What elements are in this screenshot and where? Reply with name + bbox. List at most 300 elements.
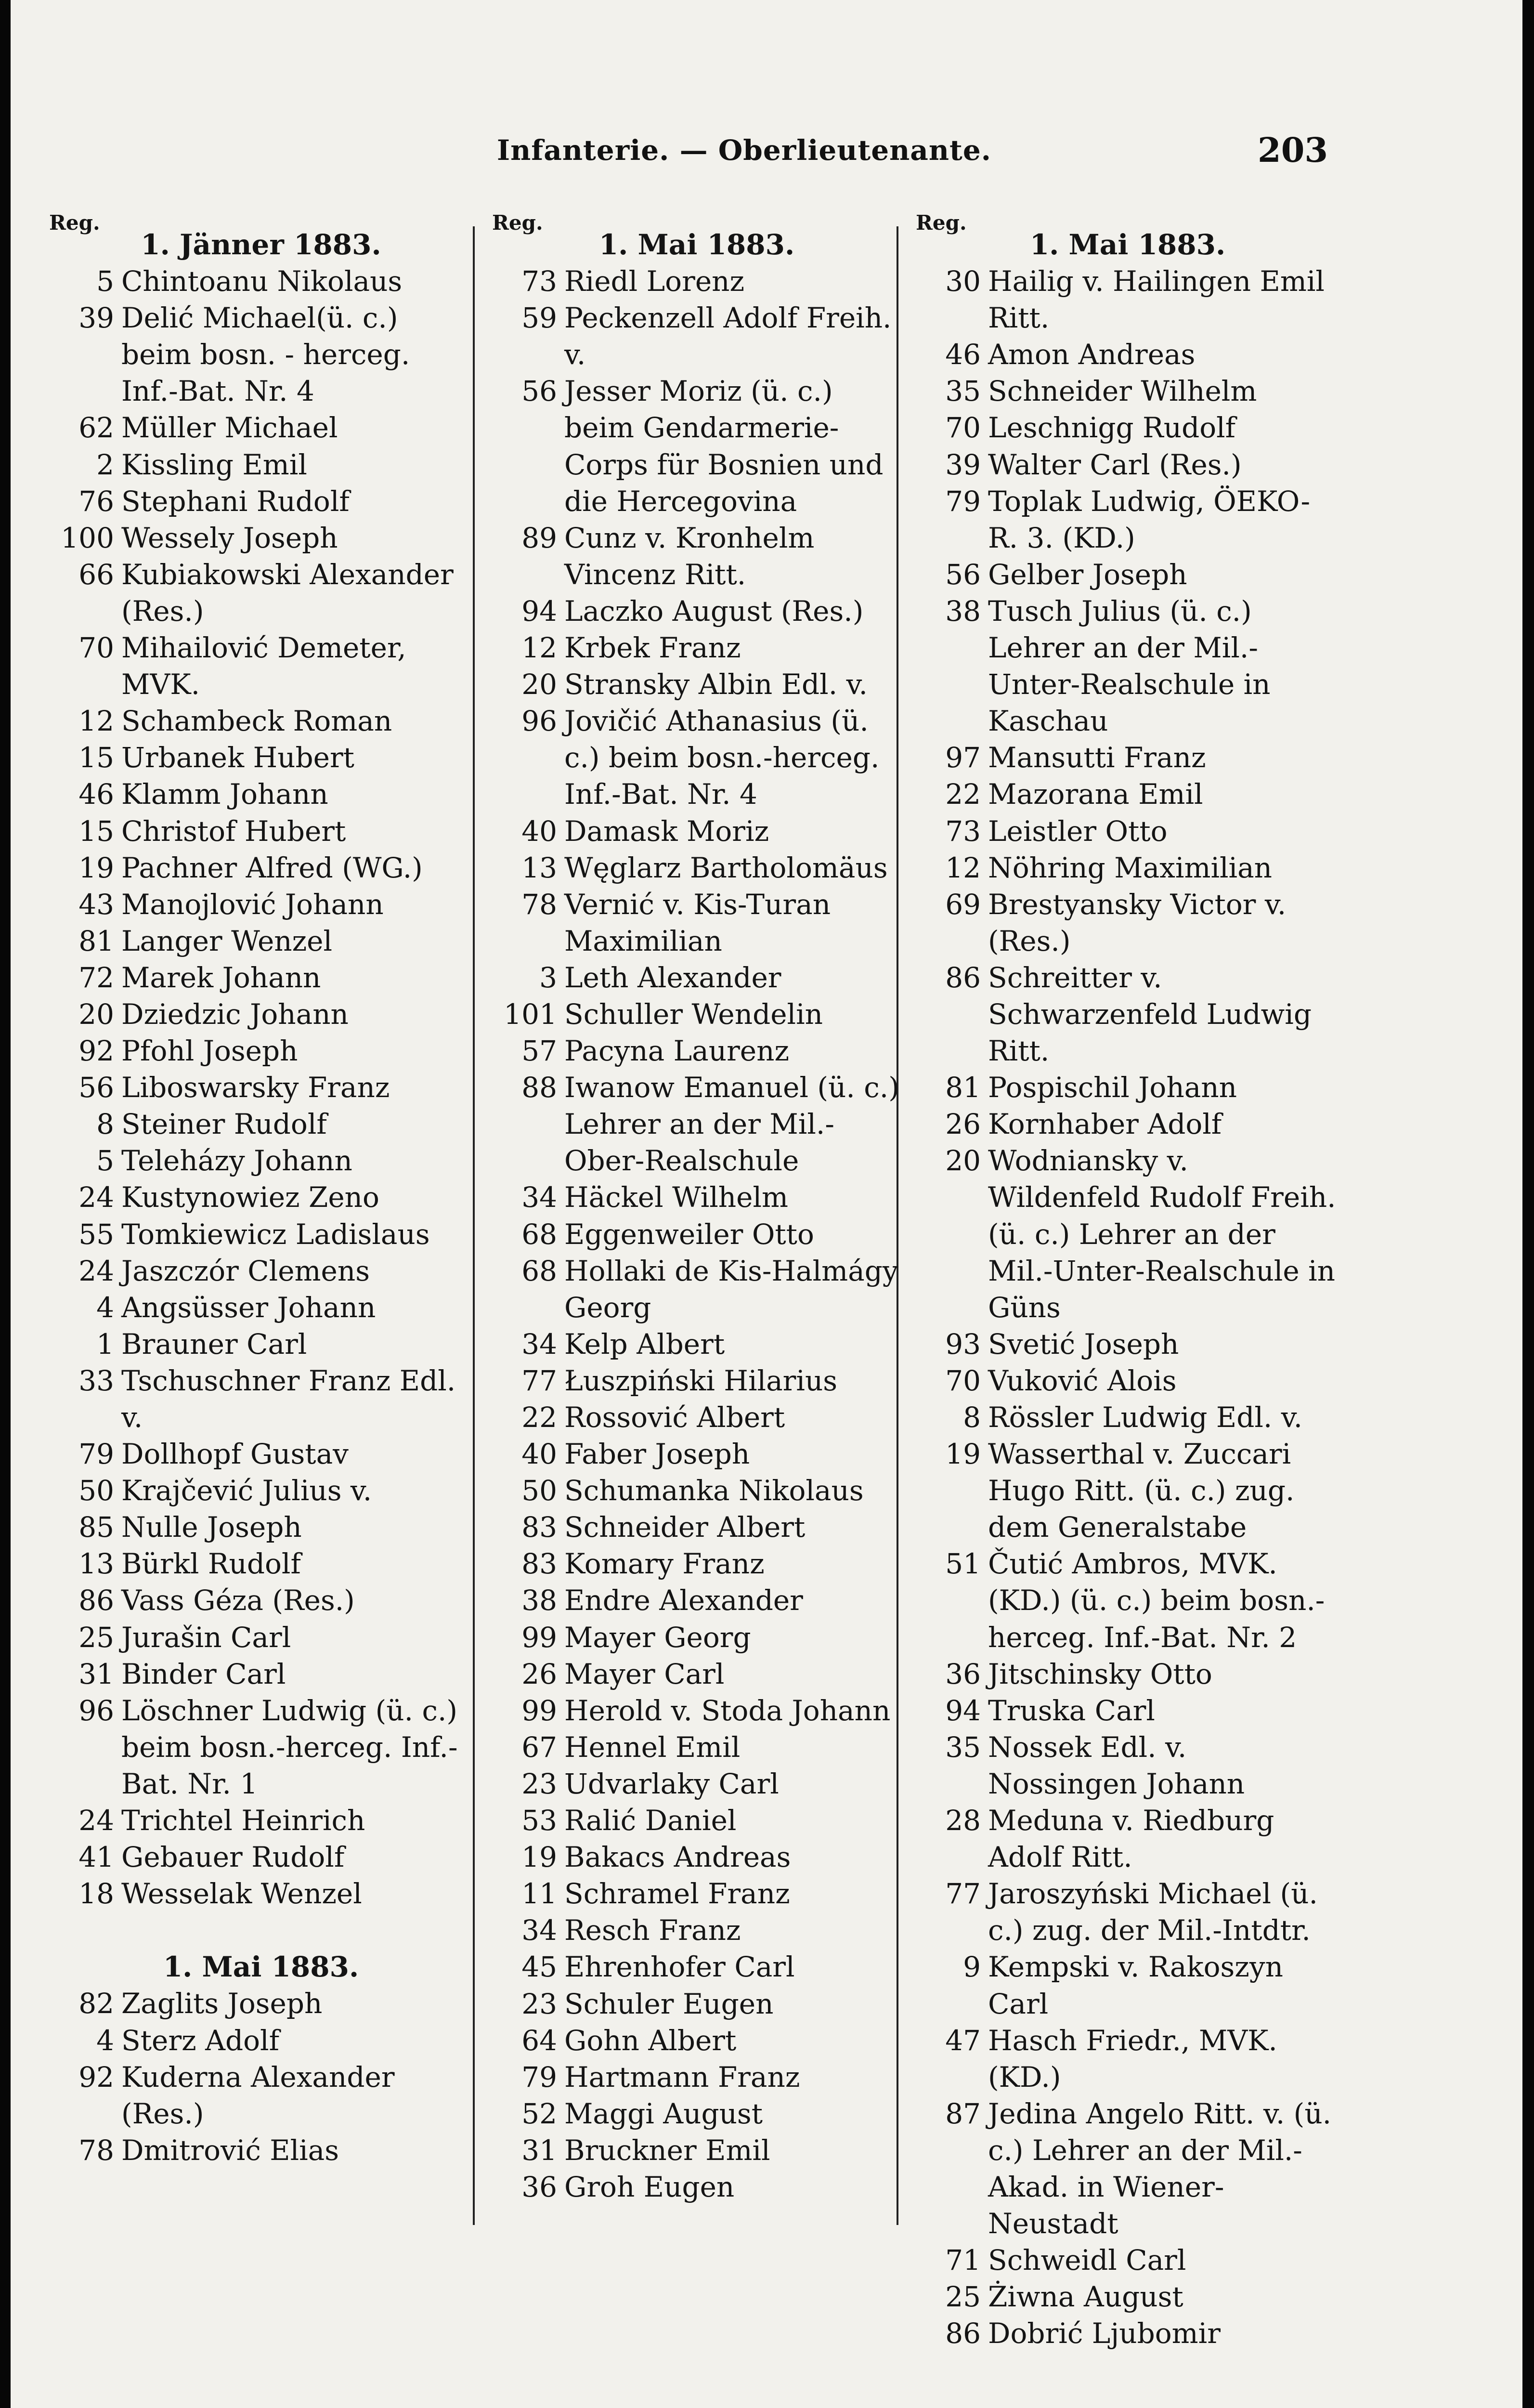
regiment-number: 101: [504, 997, 557, 1031]
officer-name: Nossek Edl. v. Nossingen Johann: [988, 1730, 1245, 1800]
officer-name: Gelber Joseph: [988, 558, 1187, 591]
list-item: [49, 886, 473, 923]
list-item: [492, 1802, 901, 1839]
officer-name: Hartmann Franz: [564, 2060, 800, 2094]
officer-name: Bruckner Emil: [564, 2133, 770, 2167]
list-item: [492, 629, 901, 666]
officer-name: Christof Hubert: [121, 814, 346, 848]
section-heading: 1. Mai 1883.: [598, 228, 795, 261]
list-item: [492, 520, 901, 593]
officer-name: Schreitter v. Schwarzenfeld Ludwig Ritt.: [988, 961, 1312, 1068]
regiment-number: 99: [521, 1694, 557, 1727]
officer-name: Truska Carl: [988, 1694, 1155, 1727]
regiment-number: 47: [945, 2024, 981, 2057]
officer-name: Żiwna August: [988, 2280, 1183, 2314]
regiment-number: 34: [521, 1914, 557, 1947]
regiment-number: 12: [521, 631, 557, 665]
regiment-number: 68: [521, 1254, 557, 1287]
officer-name: Eggenweiler Otto: [564, 1217, 814, 1251]
regiment-number: 83: [521, 1547, 557, 1581]
list-item: [916, 556, 1339, 593]
page-number: 203: [1258, 130, 1328, 170]
list-item: [49, 483, 473, 520]
section-heading: 1. Jänner 1883.: [141, 228, 381, 261]
reg-column-label: Reg.: [492, 211, 543, 235]
regiment-number: 5: [96, 1144, 114, 1178]
officer-name: Herold v. Stoda Johann: [564, 1694, 891, 1727]
regiment-number: 93: [945, 1327, 981, 1361]
regiment-number: 73: [945, 814, 981, 848]
regiment-number: 79: [78, 1438, 114, 1471]
section-heading: 1. Mai 1883.: [1029, 228, 1226, 261]
list-item: [916, 483, 1339, 556]
officer-name: Jovičić Athanasius (ü. c.) beim bosn.-herceg. Inf.-Bat. Nr. 4: [564, 705, 880, 811]
list-item: [49, 959, 473, 996]
officer-name: Maggi August: [564, 2097, 763, 2130]
regiment-number: 11: [521, 1877, 557, 1911]
list-item: [49, 1545, 473, 1582]
list-item: [49, 1472, 473, 1509]
officer-name: Komary Franz: [564, 1547, 765, 1581]
officer-name: Brauner Carl: [121, 1327, 307, 1361]
list-item: [49, 1179, 473, 1216]
regiment-number: 69: [945, 888, 981, 921]
regiment-number: 46: [945, 338, 981, 371]
officer-name: Iwanow Emanuel (ü. c.) Lehrer an der Mil.-Ober-Realschule: [564, 1071, 899, 1178]
list-item: [916, 1069, 1339, 1106]
officer-name: Damask Moriz: [564, 814, 769, 848]
list-item: [49, 1033, 473, 1069]
regiment-number: 45: [521, 1950, 557, 1984]
officer-name: Wessely Joseph: [121, 521, 338, 554]
list-item: [492, 593, 901, 629]
list-item: [916, 1802, 1339, 1875]
officer-name: Zaglits Joseph: [121, 1987, 323, 2020]
list-item: [916, 1362, 1339, 1399]
officer-name: Teleházy Johann: [121, 1144, 352, 1178]
officer-name: Toplak Ludwig, ÖEKO-R. 3. (KD.): [988, 484, 1311, 554]
list-item: [492, 1949, 901, 1985]
regiment-number: 20: [945, 1144, 981, 1178]
list-item: [916, 813, 1339, 850]
officer-name: Faber Joseph: [564, 1438, 750, 1471]
officer-name: Čutić Ambros, MVK. (KD.) (ü. c.) beim bosn.-herceg. Inf.-Bat. Nr. 2: [988, 1547, 1325, 1654]
regiment-number: 50: [78, 1474, 114, 1507]
column-2: [492, 211, 901, 2273]
regiment-number: 100: [61, 521, 114, 554]
officer-name: Ehrenhofer Carl: [564, 1950, 795, 1984]
officer-name: Tschuschner Franz Edl. v.: [121, 1364, 456, 1434]
regiment-number: 83: [521, 1511, 557, 1544]
list-item: [916, 2278, 1339, 2315]
officer-name: Dobrić Ljubomir: [988, 2317, 1221, 2350]
list-item: [916, 373, 1339, 409]
officer-name: Leschnigg Rudolf: [988, 411, 1236, 445]
regiment-number: 96: [521, 705, 557, 738]
list-item: [916, 1142, 1339, 1325]
officer-name: Nulle Joseph: [121, 1511, 302, 1544]
regiment-number: 12: [78, 705, 114, 738]
regiment-number: 35: [945, 1730, 981, 1764]
officer-name: Wasserthal v. Zuccari Hugo Ritt. (ü. c.) zug. dem Generalstabe: [988, 1438, 1295, 1544]
officer-name: Krajčević Julius v.: [121, 1474, 372, 1507]
officer-name: Hennel Emil: [564, 1730, 741, 1764]
list-item: [49, 1582, 473, 1619]
regiment-number: 78: [78, 2133, 114, 2167]
list-item: [916, 2095, 1339, 2242]
list-item: [916, 1399, 1339, 1436]
officer-name: Dmitrović Elias: [121, 2133, 339, 2167]
officer-name: Bakacs Andreas: [564, 1841, 791, 1874]
list-item: [49, 263, 473, 300]
officer-name: Krbek Franz: [564, 631, 741, 665]
list-item: [49, 1692, 473, 1802]
regiment-number: 96: [78, 1694, 114, 1727]
list-item: [492, 263, 901, 300]
list-item: [916, 1692, 1339, 1729]
regiment-number: 70: [78, 631, 114, 665]
regiment-number: 26: [945, 1108, 981, 1141]
reg-column-label: Reg.: [916, 211, 967, 235]
officer-name: Schramel Franz: [564, 1877, 790, 1911]
list-item: [492, 1766, 901, 1802]
list-item: [916, 1326, 1339, 1362]
officer-name: Wesselak Wenzel: [121, 1877, 362, 1911]
list-item: [492, 996, 901, 1033]
officer-name: Węglarz Bartholomäus: [564, 851, 888, 884]
list-item: [492, 1582, 901, 1619]
regiment-number: 24: [78, 1804, 114, 1837]
regiment-number: 57: [521, 1034, 557, 1068]
list-item: [49, 629, 473, 703]
officer-name: Delić Michael(ü. c.) beim bosn. - herceg. Inf.-Bat. Nr. 4: [121, 301, 410, 408]
list-item: [492, 1656, 901, 1692]
list-item: [492, 1912, 901, 1949]
list-item: [492, 850, 901, 886]
regiment-number: 20: [521, 668, 557, 701]
regiment-number: 97: [945, 741, 981, 774]
officer-name: Schneider Wilhelm: [988, 375, 1257, 408]
list-item: [492, 1179, 901, 1216]
regiment-number: 78: [521, 888, 557, 921]
officer-name: Mazorana Emil: [988, 778, 1203, 811]
column-1: [49, 211, 473, 2273]
list-item: [49, 1436, 473, 1472]
regiment-number: 39: [78, 301, 114, 335]
regiment-number: 24: [78, 1181, 114, 1214]
officer-name: Endre Alexander: [564, 1584, 803, 1617]
list-item: [49, 776, 473, 812]
list-item: [49, 996, 473, 1033]
officer-name: Schneider Albert: [564, 1511, 806, 1544]
regiment-number: 19: [521, 1841, 557, 1874]
regiment-number: 87: [945, 2097, 981, 2130]
regiment-number: 56: [521, 375, 557, 408]
officer-name: Schambeck Roman: [121, 705, 392, 738]
list-item: [492, 1692, 901, 1729]
list-item: [49, 703, 473, 739]
officer-name: Dziedzic Johann: [121, 997, 349, 1031]
officer-name: Tusch Julius (ü. c.) Lehrer an der Mil.-Unter-Realschule in Kaschau: [988, 594, 1271, 738]
list-item: [49, 1362, 473, 1436]
officer-name: Pacyna Laurenz: [564, 1034, 790, 1068]
list-item: [49, 1253, 473, 1289]
regiment-number: 40: [521, 814, 557, 848]
regiment-number: 82: [78, 1987, 114, 2020]
regiment-number: 66: [78, 558, 114, 591]
officer-name: Rossović Albert: [564, 1401, 785, 1434]
column-divider: [473, 226, 475, 2225]
officer-name: Mansutti Franz: [988, 741, 1206, 774]
regiment-number: 53: [521, 1804, 557, 1837]
regiment-number: 30: [945, 265, 981, 298]
officer-name: Stransky Albin Edl. v.: [564, 668, 868, 701]
regiment-number: 86: [78, 1584, 114, 1617]
list-item: [492, 886, 901, 959]
regiment-number: 79: [945, 484, 981, 518]
regiment-number: 40: [521, 1438, 557, 1471]
list-item: [492, 1729, 901, 1766]
regiment-number: 52: [521, 2097, 557, 2130]
officer-name: Dollhopf Gustav: [121, 1438, 349, 1471]
officer-name: Liboswarsky Franz: [121, 1071, 390, 1104]
list-item: [49, 813, 473, 850]
officer-name: Schweidl Carl: [988, 2244, 1186, 2277]
list-item: [492, 2022, 901, 2059]
list-item: [49, 1985, 473, 2022]
regiment-number: 36: [945, 1657, 981, 1690]
officer-name: Vernić v. Kis-Turan Maximilian: [564, 888, 831, 957]
regiment-number: 1: [96, 1327, 114, 1361]
regiment-number: 62: [78, 411, 114, 445]
regiment-number: 4: [96, 2024, 114, 2057]
list-item: [492, 1253, 901, 1326]
officer-name: Nöhring Maximilian: [988, 851, 1273, 884]
regiment-number: 22: [945, 778, 981, 811]
list-item: [492, 1399, 901, 1436]
column-3: [916, 211, 1339, 2350]
officer-name: Kubiakowski Alexander (Res.): [121, 558, 454, 628]
officer-name: Amon Andreas: [988, 338, 1196, 371]
regiment-number: 8: [963, 1401, 981, 1434]
officer-name: Tomkiewicz Ladislaus: [121, 1217, 430, 1251]
officer-name: Manojlović Johann: [121, 888, 384, 921]
officer-name: Gohn Albert: [564, 2024, 737, 2057]
list-item: [492, 1362, 901, 1399]
regiment-number: 86: [945, 2317, 981, 2350]
officer-name: Kissling Emil: [121, 448, 307, 481]
regiment-number: 39: [945, 448, 981, 481]
officer-name: Häckel Wilhelm: [564, 1181, 789, 1214]
regiment-number: 92: [78, 2060, 114, 2094]
list-item: [492, 1472, 901, 1509]
officer-name: Walter Carl (Res.): [988, 448, 1242, 481]
officer-name: Pachner Alfred (WG.): [121, 851, 423, 884]
regiment-number: 94: [521, 594, 557, 628]
officer-name: Vuković Alois: [988, 1364, 1177, 1397]
officer-name: Laczko August (Res.): [564, 594, 864, 628]
officer-name: Angsüsser Johann: [121, 1291, 376, 1324]
regiment-number: 33: [78, 1364, 114, 1397]
regiment-number: 35: [945, 375, 981, 408]
list-item: [492, 666, 901, 703]
officer-name: Gebauer Rudolf: [121, 1841, 345, 1874]
regiment-number: 38: [945, 594, 981, 628]
list-item: [916, 2242, 1339, 2278]
regiment-number: 76: [78, 484, 114, 518]
officer-name: Peckenzell Adolf Freih. v.: [564, 301, 892, 371]
list-item: [49, 556, 473, 629]
regiment-number: 26: [521, 1657, 557, 1690]
list-item: [49, 1216, 473, 1253]
regiment-number: 34: [521, 1327, 557, 1361]
regiment-number: 23: [521, 1987, 557, 2020]
list-item: [49, 1509, 473, 1545]
regiment-number: 38: [521, 1584, 557, 1617]
list-item: [916, 336, 1339, 373]
officer-name: Hailig v. Hailingen Emil Ritt.: [988, 265, 1325, 335]
section-heading: 1. Mai 1883.: [163, 1950, 359, 1984]
list-item: [49, 2059, 473, 2132]
list-item: [492, 703, 901, 812]
officer-name: Marek Johann: [121, 961, 321, 994]
officer-name: Kelp Albert: [564, 1327, 725, 1361]
regiment-number: 4: [96, 1291, 114, 1324]
officer-name: Binder Carl: [121, 1657, 286, 1690]
officer-name: Jurašin Carl: [121, 1621, 291, 1654]
list-item: [49, 446, 473, 483]
list-item: [49, 850, 473, 886]
officer-name: Löschner Ludwig (ü. c.) beim bosn.-herceg. Inf.-Bat. Nr. 1: [121, 1694, 458, 1800]
list-item: [49, 1802, 473, 1839]
list-item: [49, 409, 473, 446]
officer-name: Schuler Eugen: [564, 1987, 774, 2020]
list-item: [49, 1289, 473, 1326]
list-item: [492, 1986, 901, 2022]
officer-name: Wodniansky v. Wildenfeld Rudolf Freih. (ü. c.) Lehrer an der Mil.-Unter-Realschule in Güns: [988, 1144, 1336, 1324]
officer-name: Pfohl Joseph: [121, 1034, 298, 1068]
officer-name: Sterz Adolf: [121, 2024, 280, 2057]
list-item: [492, 2095, 901, 2132]
officer-name: Groh Eugen: [564, 2170, 735, 2203]
list-item: [49, 520, 473, 556]
officer-name: Urbanek Hubert: [121, 741, 354, 774]
officer-name: Bürkl Rudolf: [121, 1547, 301, 1581]
list-item: [916, 1106, 1339, 1142]
regiment-number: 56: [945, 558, 981, 591]
officer-name: Riedl Lorenz: [564, 265, 745, 298]
regiment-number: 43: [78, 888, 114, 921]
list-item: [492, 1875, 901, 1912]
list-item: [49, 1106, 473, 1142]
list-item: [49, 1875, 473, 1912]
officer-name: Mayer Georg: [564, 1621, 751, 1654]
regiment-number: 88: [521, 1071, 557, 1104]
officer-name: Leth Alexander: [564, 961, 781, 994]
officer-name: Resch Franz: [564, 1914, 741, 1947]
list-item: [49, 300, 473, 409]
list-item: [916, 1436, 1339, 1545]
regiment-number: 92: [78, 1034, 114, 1068]
regiment-number: 77: [521, 1364, 557, 1397]
regiment-number: 99: [521, 1621, 557, 1654]
list-item: [492, 1216, 901, 1253]
list-item: [916, 1545, 1339, 1655]
regiment-number: 89: [521, 521, 557, 554]
regiment-number: 77: [945, 1877, 981, 1911]
officer-name: Stephani Rudolf: [121, 484, 350, 518]
list-item: [492, 1033, 901, 1069]
list-item: [49, 923, 473, 959]
list-item: [916, 1875, 1339, 1949]
officer-name: Langer Wenzel: [121, 924, 333, 957]
list-item: [492, 959, 901, 996]
officer-name: Steiner Rudolf: [121, 1108, 327, 1141]
regiment-number: 24: [78, 1254, 114, 1287]
regiment-number: 81: [945, 1071, 981, 1104]
officer-name: Svetić Joseph: [988, 1327, 1179, 1361]
list-item: [492, 1619, 901, 1656]
regiment-number: 19: [78, 851, 114, 884]
officer-name: Kornhaber Adolf: [988, 1108, 1222, 1141]
list-item: [49, 739, 473, 776]
list-item: [49, 1326, 473, 1362]
regiment-number: 46: [78, 778, 114, 811]
regiment-number: 9: [963, 1950, 981, 1984]
officer-name: Kustynowiez Zeno: [121, 1181, 379, 1214]
list-item: [492, 1436, 901, 1472]
regiment-number: 72: [78, 961, 114, 994]
list-item: [492, 813, 901, 850]
list-item: [916, 776, 1339, 812]
list-item: [492, 373, 901, 519]
officer-name: Schuller Wendelin: [564, 997, 823, 1031]
page: [11, 0, 1522, 2408]
officer-name: Rössler Ludwig Edl. v.: [988, 1401, 1303, 1434]
list-item: [916, 1729, 1339, 1802]
regiment-number: 81: [78, 924, 114, 957]
regiment-number: 70: [945, 1364, 981, 1397]
officer-name: Müller Michael: [121, 411, 338, 445]
list-item: [492, 2059, 901, 2095]
officer-name: Schumanka Nikolaus: [564, 1474, 864, 1507]
regiment-number: 55: [78, 1217, 114, 1251]
list-item: [492, 2132, 901, 2169]
regiment-number: 59: [521, 301, 557, 335]
regiment-number: 64: [521, 2024, 557, 2057]
officer-name: Klamm Johann: [121, 778, 328, 811]
list-item: [492, 300, 901, 373]
regiment-number: 13: [78, 1547, 114, 1581]
regiment-number: 13: [521, 851, 557, 884]
regiment-number: 2: [96, 448, 114, 481]
regiment-number: 31: [78, 1657, 114, 1690]
list-item: [916, 409, 1339, 446]
list-item: [916, 886, 1339, 959]
regiment-number: 18: [78, 1877, 114, 1911]
list-item: [916, 850, 1339, 886]
regiment-number: 8: [96, 1108, 114, 1141]
regiment-number: 56: [78, 1071, 114, 1104]
regiment-number: 15: [78, 814, 114, 848]
officer-name: Mayer Carl: [564, 1657, 725, 1690]
officer-name: Jesser Moriz (ü. c.) beim Gendarmerie-Corps für Bosnien und die Hercegovina: [564, 375, 884, 518]
officer-name: Łuszpiński Hilarius: [564, 1364, 838, 1397]
regiment-number: 41: [78, 1841, 114, 1874]
regiment-number: 71: [945, 2244, 981, 2277]
list-item: [49, 1069, 473, 1106]
officer-name: Pospischil Johann: [988, 1071, 1237, 1104]
